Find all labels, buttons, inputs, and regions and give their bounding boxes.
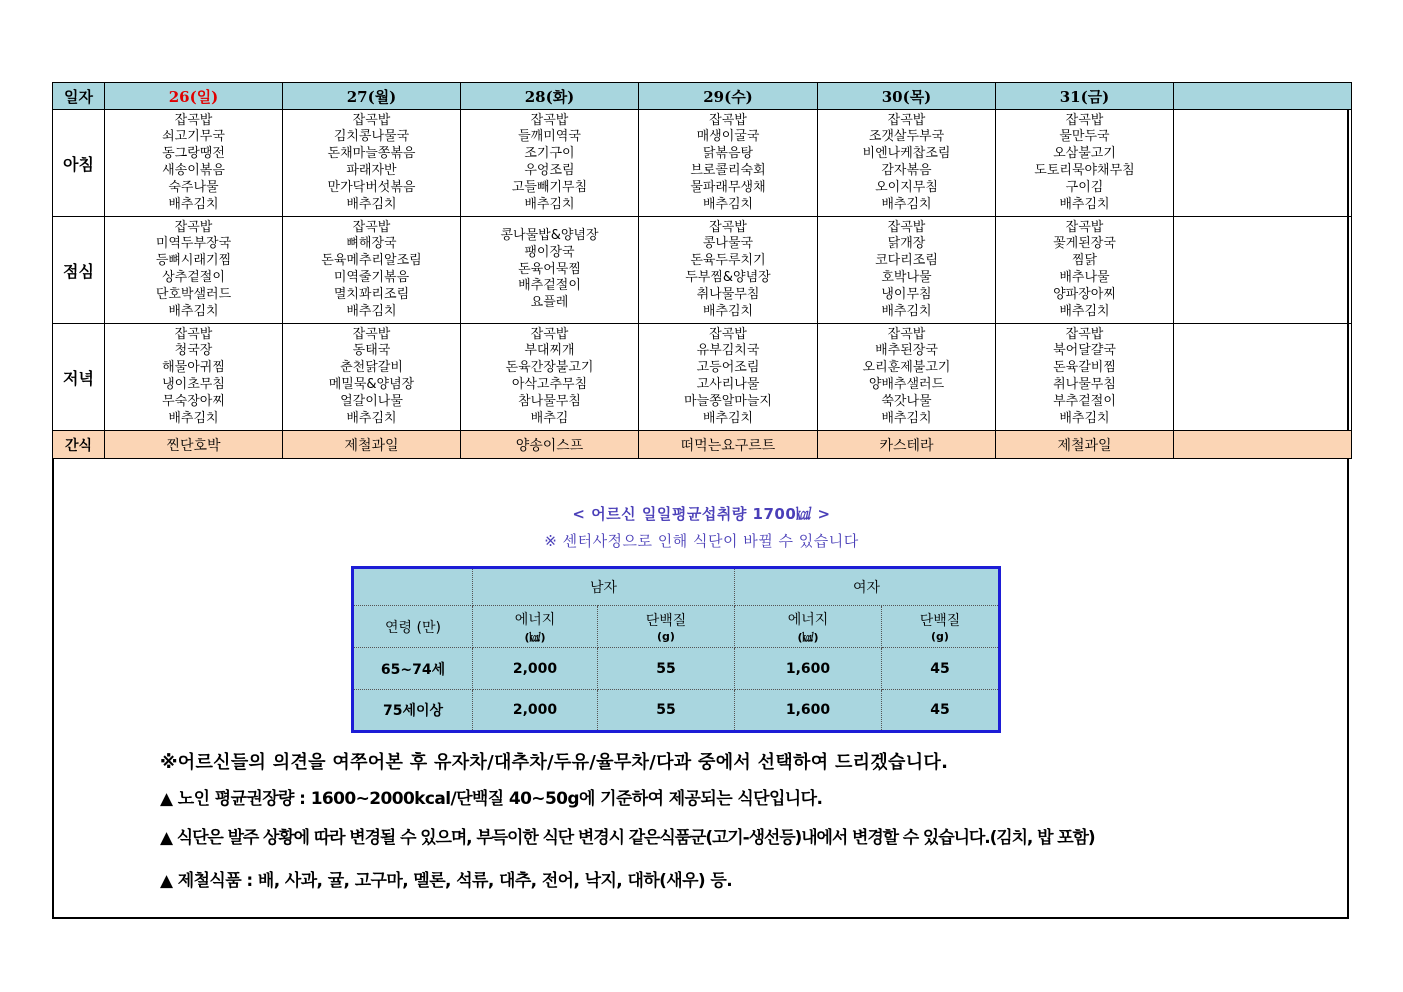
menu-item: 매생이굴국 [696, 129, 760, 145]
menu-item: 만가닥버섯볶음 [327, 179, 416, 195]
menu-item: 양파장아찌 [1053, 286, 1116, 302]
value-cell: 45 [882, 648, 1000, 690]
seasonal-note: ▲ 제철식품 : 배, 사과, 귤, 고구마, 멜론, 석류, 대추, 전어, 낙지, 대하(새우) 등. [160, 871, 733, 891]
menu-item: 돈육간장불고기 [505, 360, 594, 376]
menu-item: 비엔나케찹조림 [862, 146, 951, 162]
menu-item: 오삼불고기 [1053, 146, 1116, 162]
menu-item: 유부김치국 [696, 343, 760, 359]
menu-item: 참나물무침 [518, 393, 581, 409]
menu-item: 냉이무침 [881, 286, 932, 302]
menu-item: 배추김치 [168, 196, 219, 212]
menu-item: 배추김치 [524, 196, 575, 212]
day-header: 26(일) [105, 83, 283, 110]
menu-item: 닭볶음탕 [702, 146, 754, 162]
menu-item: 요플레 [530, 295, 569, 311]
snack-cell: 제철과일 [996, 431, 1174, 459]
menu-item: 오리훈제불고기 [862, 360, 951, 376]
male-header: 남자 [473, 568, 735, 606]
intake-notice: ※ 센터사정으로 인해 식단이 바뀔 수 있습니다 [544, 532, 859, 550]
age-header: 연령 (만) [353, 606, 473, 648]
menu-item: 고등어조림 [696, 360, 760, 376]
menu-item: 돈채마늘쫑볶음 [327, 146, 416, 162]
menu-cell [996, 324, 1174, 431]
menu-cell [461, 217, 639, 324]
menu-item: 배추김치 [1059, 410, 1110, 426]
menu-cell [996, 217, 1174, 324]
menu-cell [639, 217, 818, 324]
menu-cell [996, 110, 1174, 217]
menu-item: 찜닭 [1071, 253, 1098, 269]
value-cell: 2,000 [473, 648, 598, 690]
menu-item: 잡곡밥 [887, 112, 926, 128]
menu-item: 잡곡밥 [709, 112, 747, 128]
day-header: 30(목) [818, 83, 996, 110]
menu-cell [1174, 324, 1352, 431]
menu-item: 브로콜리숙회 [690, 163, 766, 178]
menu-cell [283, 324, 461, 431]
menu-item: 물만두국 [1059, 129, 1110, 145]
menu-item: 잡곡밥 [887, 219, 926, 235]
menu-item: 잡곡밥 [709, 326, 747, 342]
table-row [353, 648, 1000, 690]
menu-item: 잡곡밥 [530, 112, 569, 128]
menu-item: 잡곡밥 [1065, 219, 1104, 235]
menu-item: 배추나물 [1059, 270, 1110, 285]
menu-item: 배추김치 [168, 410, 219, 426]
menu-cell [639, 324, 818, 431]
female-header: 여자 [735, 568, 1000, 606]
day-header: 28(화) [461, 83, 639, 110]
menu-item: 배추김치 [702, 303, 754, 319]
menu-item: 배추김치 [1059, 303, 1110, 319]
snack-cell: 떠먹는요구르트 [639, 431, 818, 459]
menu-item: 잡곡밥 [352, 326, 391, 342]
lunch-row [53, 217, 1352, 324]
energy-label: 에너지 [514, 611, 556, 628]
menu-item: 우엉조림 [524, 163, 575, 178]
protein-unit: (g) [931, 630, 949, 643]
menu-item: 양배추샐러드 [868, 377, 945, 392]
menu-item: 돈육어묵찜 [518, 261, 581, 277]
dinner-row [53, 324, 1352, 431]
menu-item: 취나물무침 [1053, 377, 1116, 392]
value-cell: 45 [882, 690, 1000, 732]
menu-item: 돈육두루치기 [690, 253, 766, 269]
menu-cell [1174, 217, 1352, 324]
menu-item: 고들빼기무침 [511, 179, 588, 195]
day-header: 27(월) [283, 83, 461, 110]
menu-cell [283, 110, 461, 217]
menu-item: 뼈해장국 [346, 236, 397, 252]
intake-note: ▲ 노인 평균권장량 : 1600~2000kcal/단백질 40~50g에 기준하여 제공되는 식단입니다. [160, 789, 823, 809]
menu-cell [461, 110, 639, 217]
intake-title: < 어르신 일일평균섭취량 1700㎉ > [572, 505, 831, 523]
menu-item: 잡곡밥 [352, 219, 391, 235]
menu-item: 냉이초무침 [162, 377, 225, 392]
menu-item: 꽃게된장국 [1053, 236, 1116, 252]
protein-label: 단백질 [645, 613, 687, 629]
tea-note: ※어르신들의 의견을 여쭈어본 후 유자차/대추차/두유/율무차/다과 중에서 선택하여 드리겠습니다. [160, 752, 949, 773]
menu-item: 부대찌개 [524, 343, 575, 359]
menu-item: 무숙장아찌 [162, 393, 225, 409]
menu-cell [105, 217, 283, 324]
menu-cell [639, 110, 818, 217]
meal-menu-table [52, 82, 1352, 459]
snack-cell: 제철과일 [283, 431, 461, 459]
menu-item: 팽이장국 [524, 244, 575, 260]
snack-cell: 카스테라 [818, 431, 996, 459]
age-cell: 75세이상 [353, 690, 473, 732]
male-protein-header [598, 606, 735, 648]
menu-item: 배추김치 [346, 196, 397, 212]
menu-cell [105, 110, 283, 217]
value-cell: 55 [598, 690, 735, 732]
menu-item: 쑥갓나물 [881, 393, 932, 409]
breakfast-label: 아침 [53, 110, 105, 217]
menu-item: 잡곡밥 [1065, 326, 1104, 342]
female-protein-header [882, 606, 1000, 648]
menu-item: 배추김치 [1059, 196, 1110, 212]
menu-item: 들깨미역국 [518, 129, 581, 145]
menu-cell [461, 324, 639, 431]
menu-item: 배추김치 [881, 410, 932, 426]
date-label: 일자 [53, 83, 105, 110]
snack-cell [1174, 431, 1352, 459]
energy-unit: (㎉) [797, 630, 819, 644]
menu-item: 해물아귀찜 [162, 360, 225, 376]
header-row [53, 83, 1352, 110]
day-header: 31(금) [996, 83, 1174, 110]
menu-item: 고사리나물 [696, 377, 760, 392]
menu-item: 멸치꽈리조림 [333, 286, 410, 302]
menu-item: 김치콩나물국 [333, 129, 410, 145]
male-energy-header [473, 606, 598, 648]
menu-item: 청국장 [174, 343, 213, 359]
breakfast-row [53, 110, 1352, 217]
menu-item: 상추겉절이 [162, 270, 225, 285]
protein-unit: (g) [657, 630, 675, 643]
nutrition-table [351, 566, 1001, 733]
menu-item: 잡곡밥 [1065, 112, 1104, 128]
dinner-label: 저녁 [53, 324, 105, 431]
menu-item: 도토리묵야채무침 [1034, 163, 1135, 178]
menu-item: 잡곡밥 [352, 112, 391, 128]
value-cell: 1,600 [735, 690, 882, 732]
table-row [353, 690, 1000, 732]
menu-item: 마늘쫑알마늘지 [684, 393, 772, 409]
menu-item: 미역두부장국 [155, 236, 232, 252]
menu-item: 춘천닭갈비 [340, 360, 403, 376]
snack-row [53, 431, 1352, 459]
menu-item: 잡곡밥 [174, 326, 213, 342]
menu-item: 부추겉절이 [1053, 393, 1116, 409]
menu-item: 잡곡밥 [174, 219, 213, 235]
age-cell: 65~74세 [353, 648, 473, 690]
menu-item: 배추김치 [702, 196, 754, 212]
value-cell: 2,000 [473, 690, 598, 732]
menu-item: 잡곡밥 [709, 219, 747, 235]
menu-item: 호박나물 [881, 270, 932, 285]
menu-item: 메밀묵&양념장 [328, 377, 415, 392]
snack-cell: 양송이스프 [461, 431, 639, 459]
menu-cell [818, 217, 996, 324]
menu-item: 콩나물밥&양념장 [500, 228, 599, 243]
day-header: 29(수) [639, 83, 818, 110]
menu-item: 배추김치 [346, 410, 397, 426]
menu-cell [818, 110, 996, 217]
snack-cell: 찐단호박 [105, 431, 283, 459]
menu-item: 조기구이 [524, 146, 575, 162]
menu-item: 조갯살두부국 [868, 129, 945, 145]
menu-item: 동태국 [352, 343, 391, 359]
menu-item: 배추김치 [881, 303, 932, 319]
menu-item: 등뼈시래기찜 [155, 253, 232, 269]
menu-item: 잡곡밥 [887, 326, 926, 342]
menu-item: 배추김 [530, 410, 569, 426]
energy-label: 에너지 [787, 611, 829, 628]
menu-item: 쇠고기무국 [162, 129, 225, 145]
menu-item: 콩나물국 [702, 236, 754, 252]
menu-item: 돈육갈비찜 [1053, 360, 1116, 376]
menu-item: 코다리조림 [875, 253, 938, 269]
day-header [1174, 83, 1352, 110]
lunch-label: 점심 [53, 217, 105, 324]
protein-label: 단백질 [919, 613, 961, 629]
snack-label: 간식 [53, 431, 105, 459]
menu-item: 배추된장국 [875, 343, 938, 359]
nutrition-corner [353, 568, 473, 606]
menu-item: 돈육메추리알조림 [321, 253, 422, 269]
menu-cell [283, 217, 461, 324]
menu-item: 배추김치 [881, 196, 932, 212]
menu-item: 잡곡밥 [530, 326, 569, 342]
value-cell: 55 [598, 648, 735, 690]
menu-item: 배추김치 [346, 303, 397, 319]
menu-item: 얼갈이나물 [340, 393, 403, 409]
menu-item: 배추김치 [702, 410, 754, 426]
menu-item: 미역줄기볶음 [333, 270, 410, 285]
menu-item: 배추겉절이 [518, 278, 581, 294]
energy-unit: (㎉) [524, 630, 546, 644]
menu-item: 북어달걀국 [1053, 343, 1116, 359]
menu-item: 동그랑땡전 [162, 146, 225, 162]
menu-item: 두부찜&양념장 [685, 270, 771, 285]
menu-item: 단호박샐러드 [155, 286, 232, 302]
menu-item: 구이김 [1065, 179, 1104, 195]
value-cell: 1,600 [735, 648, 882, 690]
menu-item: 취나물무침 [696, 286, 760, 302]
menu-item: 새송이볶음 [162, 163, 225, 178]
menu-item: 숙주나물 [168, 179, 219, 195]
menu-item: 아삭고추무침 [511, 377, 588, 392]
menu-item: 잡곡밥 [174, 112, 213, 128]
change-note: ▲ 식단은 발주 상황에 따라 변경될 수 있으며, 부득이한 식단 변경시 같은식품군(고기-생선등)내에서 변경할 수 있습니다.(김치, 밥 포함) [160, 828, 1095, 848]
female-energy-header [735, 606, 882, 648]
menu-item: 감자볶음 [881, 163, 932, 178]
menu-item: 파래자반 [346, 163, 397, 178]
menu-item: 오이지무침 [875, 179, 938, 195]
menu-cell [105, 324, 283, 431]
menu-cell [1174, 110, 1352, 217]
menu-item: 닭개장 [887, 236, 926, 252]
menu-cell [818, 324, 996, 431]
menu-item: 배추김치 [168, 303, 219, 319]
menu-item: 물파래무생채 [690, 179, 766, 195]
